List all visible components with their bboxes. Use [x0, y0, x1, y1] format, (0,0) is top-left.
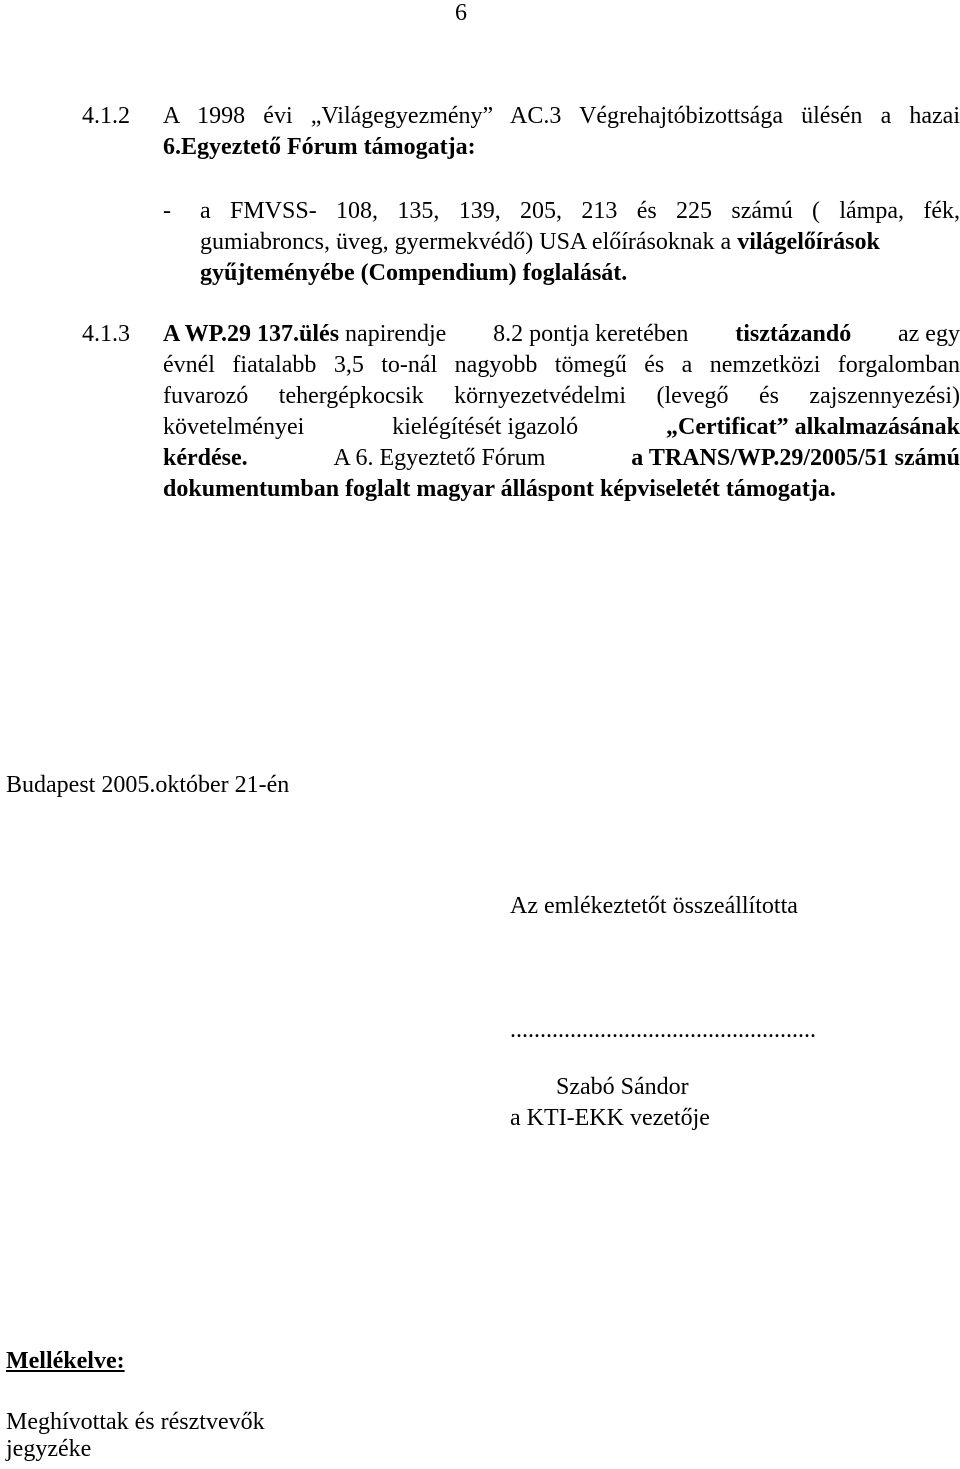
compiled-by: Az emlékeztetőt összeállította [510, 893, 798, 919]
section-413-line2: évnél fiatalabb 3,5 to-nál nagyobb tömegű és a nemzetközi forgalomban [163, 352, 960, 378]
section-413-line1-bold: tisztázandó [735, 321, 852, 347]
section-412-line2: 6.Egyeztető Fórum támogatja: [163, 134, 476, 160]
section-413-line1 [163, 321, 960, 348]
section-412-number: 4.1.2 [82, 103, 130, 129]
section-413-line3: fuvarozó tehergépkocsik környezetvédelmi (levegő és zajszennyezési) [163, 383, 960, 409]
page-number: 6 [455, 0, 467, 26]
section-413-line1-rest-a: 8.2 pontja keretében [493, 321, 689, 347]
bullet-line2-normal: gumiabroncs, üveg, gyermekvédő) USA előírásoknak a [200, 229, 732, 255]
section-413-line5-normal: A 6. Egyeztető Fórum [333, 445, 546, 471]
section-413-line5 [163, 445, 960, 472]
bullet-line2 [200, 229, 880, 256]
signature-line: ................................................... [510, 1017, 816, 1043]
attachment-line2: jegyzéke [6, 1436, 92, 1462]
signer-title: a KTI-EKK vezetője [510, 1105, 710, 1131]
section-413-line4 [163, 414, 960, 441]
section-413-line4-bold: „Certificat” alkalmazásának [666, 414, 960, 440]
section-413-line5-bold-a: kérdése. [163, 445, 248, 471]
attachments-label: Mellékelve: [6, 1348, 125, 1374]
section-413-line4-b: kielégítését igazoló [392, 414, 579, 440]
section-413-line4-a: követelményei [163, 414, 305, 440]
bullet-line2-bold: világelőírások [737, 229, 880, 255]
section-412-line1: A 1998 évi „Világegyezmény” AC.3 Végrehajtóbizottsága ülésén a hazai [163, 103, 960, 129]
section-413-line1-rest-b: az egy [898, 321, 960, 347]
place-date: Budapest 2005.október 21-én [6, 772, 290, 798]
bullet-line1: a FMVSS- 108, 135, 139, 205, 213 és 225 számú ( lámpa, fék, [200, 198, 960, 224]
attachment-line1: Meghívottak és résztvevők [6, 1409, 265, 1435]
signer-name: Szabó Sándor [556, 1074, 689, 1100]
section-413-line5-bold-b: a TRANS/WP.29/2005/51 számú [631, 445, 960, 471]
section-413-head-bold: A WP.29 137.ülés [163, 321, 340, 347]
section-413-head-normal: napirendje [345, 321, 447, 347]
bullet-dash: - [163, 198, 171, 224]
bullet-line3: gyűjteményébe (Compendium) foglalását. [200, 260, 628, 286]
section-413-number: 4.1.3 [82, 321, 130, 347]
section-413-line6: dokumentumban foglalt magyar álláspont képviseletét támogatja. [163, 476, 836, 502]
